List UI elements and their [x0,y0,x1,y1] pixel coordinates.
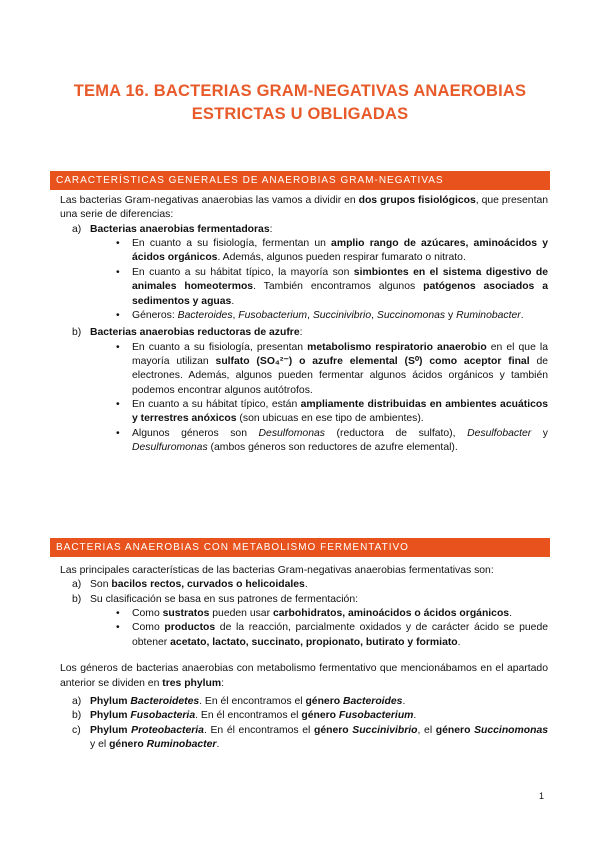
list-item-2a: a) Son bacilos rectos, curvados o helicoidales. [72,579,308,591]
section-1-intro: Las bacterias Gram-negativas anaerobias las vamos a dividir en dos grupos fisiológicos, que presentan una serie de diferencias: [60,195,549,221]
bullet-2b2: • Como productos de la reacción, parcialmente oxidados y de carácter ácido se puede obtener acetato, lactato, succinato, propionato, butirato y formiato. [0,621,548,650]
section-2-body [0,564,600,752]
phylum-c: c) Phylum Proteobacteria. En él encontramos el género Succinivibrio, el género Succinomonas y el género Ruminobacter. [72,724,549,750]
section-2-intro: Las principales características de las bacterias Gram-negativas anaerobias fermentativas son: [60,565,494,576]
title-line-2: ESTRICTAS U OBLIGADAS [191,104,409,123]
bullet-2b1: • Como sustratos pueden usar carbohidratos, aminoácidos o ácidos orgánicos. [0,607,548,621]
bullet-b1: • En cuanto a su fisiología, presentan metabolismo respiratorio anaerobio en el que la mayoría utilizan sulfato (SO₄²⁻) o azufre elemental (S⁰) como aceptor final de electrones. Además, algunos pueden fermentar algunos ácidos orgánicos y también podemos encontrar algunos autótrofos. [0,341,548,398]
page-title [0,80,600,126]
section-2-paragraph: Los géneros de bacterias anaerobias con metabolismo fermentativo que mencionábamos en el apartado anterior se dividen en tres phylum: [60,663,548,689]
phylum-b: b) Phylum Fusobacteria. En él encontramos el género Fusobacterium. [72,710,417,722]
page-number: 1 [538,791,544,801]
title-line-1: TEMA 16. BACTERIAS GRAM-NEGATIVAS ANAEROBIAS [73,82,527,100]
section-heading-1: CARACTERÍSTICAS GENERALES DE ANAEROBIAS GRAM-NEGATIVAS [50,171,550,190]
section-heading-2: BACTERIAS ANAEROBIAS CON METABOLISMO FERMENTATIVO [50,538,550,557]
bullet-b2: • En cuanto a su hábitat típico, están ampliamente distribuidas en ambientes acuáticos y terrestres anóxicos (son ubicuas en ese tipo de ambientes). [0,398,548,427]
list-item-a: a) Bacterias anaerobias fermentadoras: [72,223,273,235]
bullet-a2: • En cuanto a su hábitat típico, la mayoría son simbiontes en el sistema digestivo de animales homeotermos. También encontramos algunos patógenos asociados a sedimentos y aguas. [0,266,548,309]
bullet-b3: • Algunos géneros son Desulfomonas (reductora de sulfato), Desulfobacter y Desulfuromonas (ambos géneros son reductores de azufre elemental). [0,427,548,456]
phylum-a: a) Phylum Bacteroidetes. En él encontramos el género Bacteroides. [72,695,406,707]
list-item-2b: b) Su clasificación se basa en sus patrones de fermentación: [72,593,359,605]
bullet-a3: • Géneros: Bacteroides, Fusobacterium, Succinivibrio, Succinomonas y Ruminobacter. [0,309,548,323]
bullet-a1: • En cuanto a su fisiología, fermentan un amplio rango de azúcares, aminoácidos y ácidos orgánicos. Además, algunos pueden respirar fumarato o nitrato. [0,237,548,266]
section-1-body [0,194,600,455]
list-item-b: b) Bacterias anaerobias reductoras de azufre: [72,327,303,339]
